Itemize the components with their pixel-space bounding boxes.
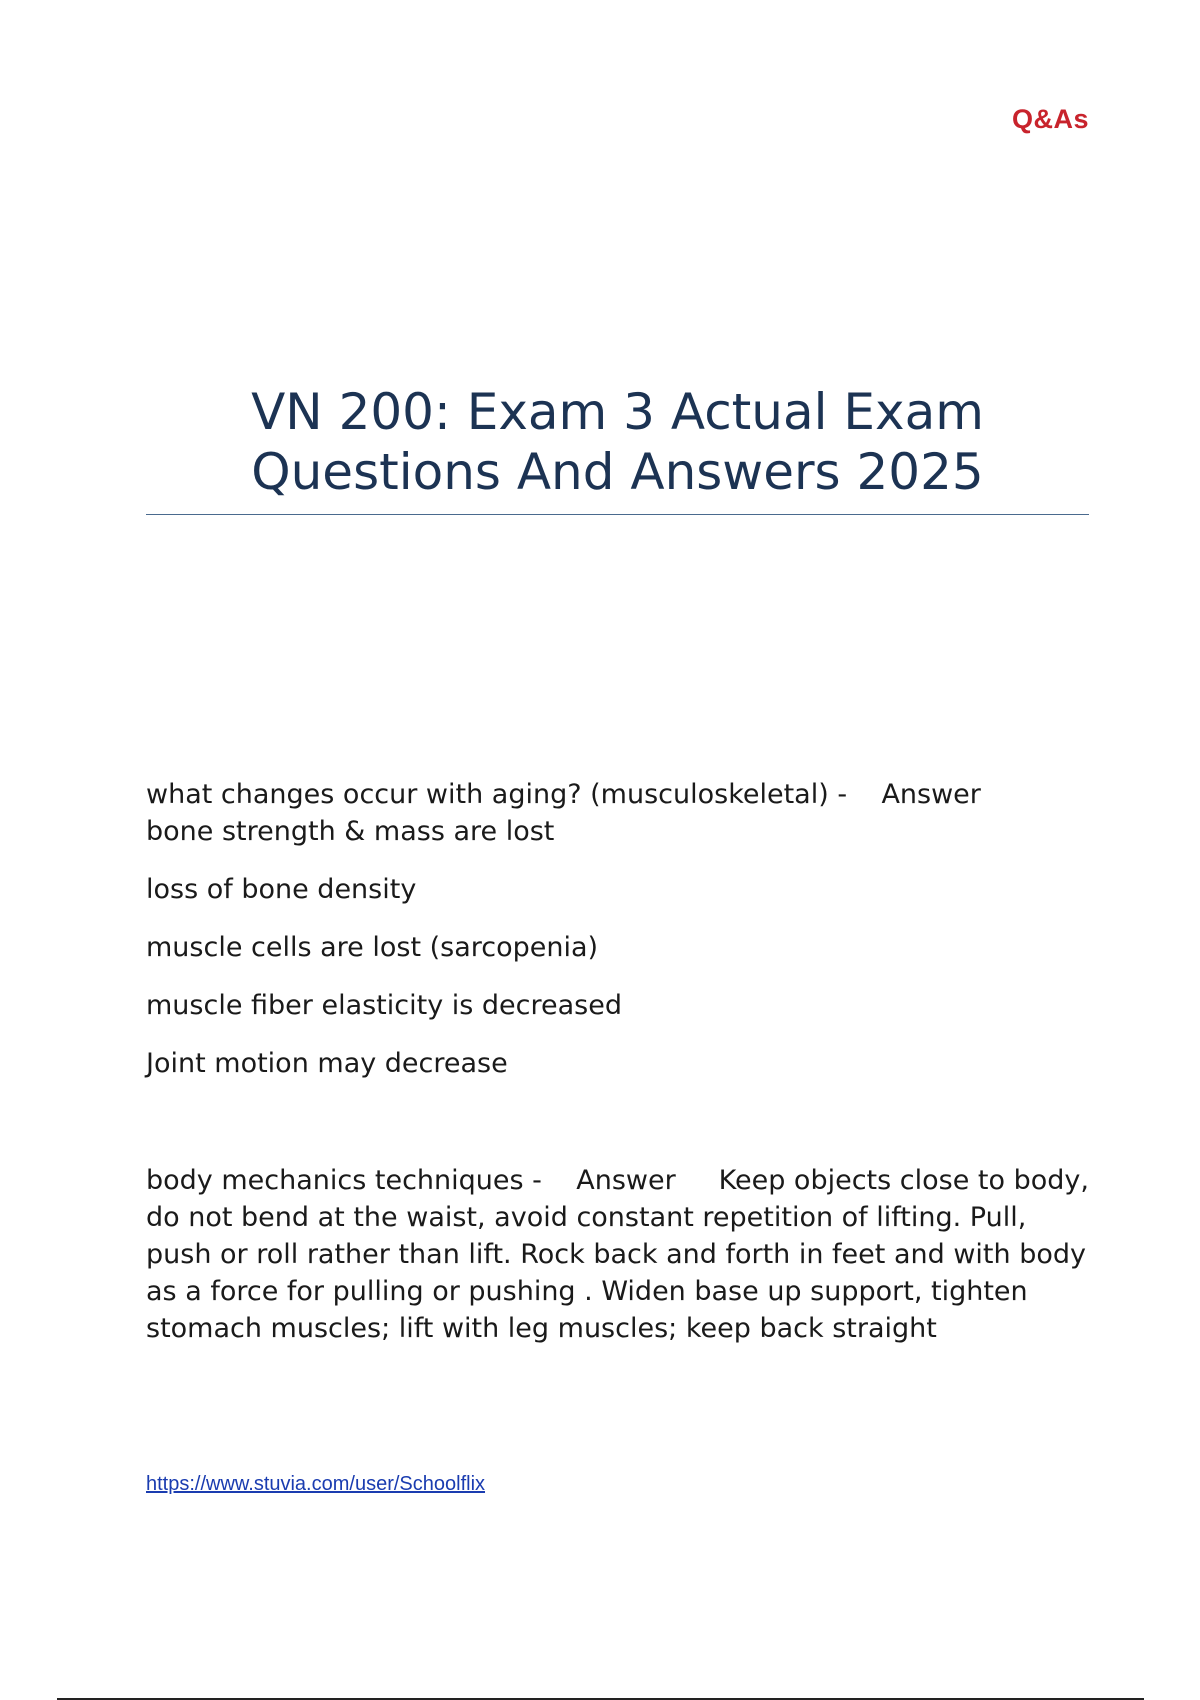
qa-item-aging — [146, 776, 1096, 1082]
answer-label: Answer — [576, 1165, 676, 1196]
qa-item-text — [146, 776, 1096, 850]
qa-item-body-mechanics — [146, 1162, 1096, 1347]
document-title: VN 200: Exam 3 Actual Exam Questions And Answers 2025 — [146, 382, 1089, 515]
qa-tag: Q&As — [1011, 104, 1089, 134]
answer-label: Answer — [881, 779, 981, 810]
question-text: body mechanics techniques - — [146, 1165, 542, 1196]
answer-line: loss of bone density — [146, 874, 417, 905]
qa-item-text — [146, 1162, 1096, 1347]
answer-line: muscle cells are lost (sarcopenia) — [146, 932, 599, 963]
answer-line: muscle fiber elasticity is decreased — [146, 990, 622, 1021]
question-text: what changes occur with aging? (musculoskeletal) - — [146, 779, 848, 810]
answer-text: Keep objects close to body, do not bend at the waist, avoid constant repetition of lifting. Pull, push or roll rather than lift. Rock back and forth in feet and with body as a force for pulling or pushing . Widen base up support, tighten stomach muscles; lift with leg muscles; keep back straight — [146, 1165, 1089, 1344]
answer-line: bone strength & mass are lost — [146, 816, 555, 847]
answer-line: Joint motion may decrease — [146, 1048, 508, 1079]
title-block — [146, 382, 1089, 515]
profile-link[interactable]: https://www.stuvia.com/user/Schoolflix — [146, 1473, 486, 1495]
